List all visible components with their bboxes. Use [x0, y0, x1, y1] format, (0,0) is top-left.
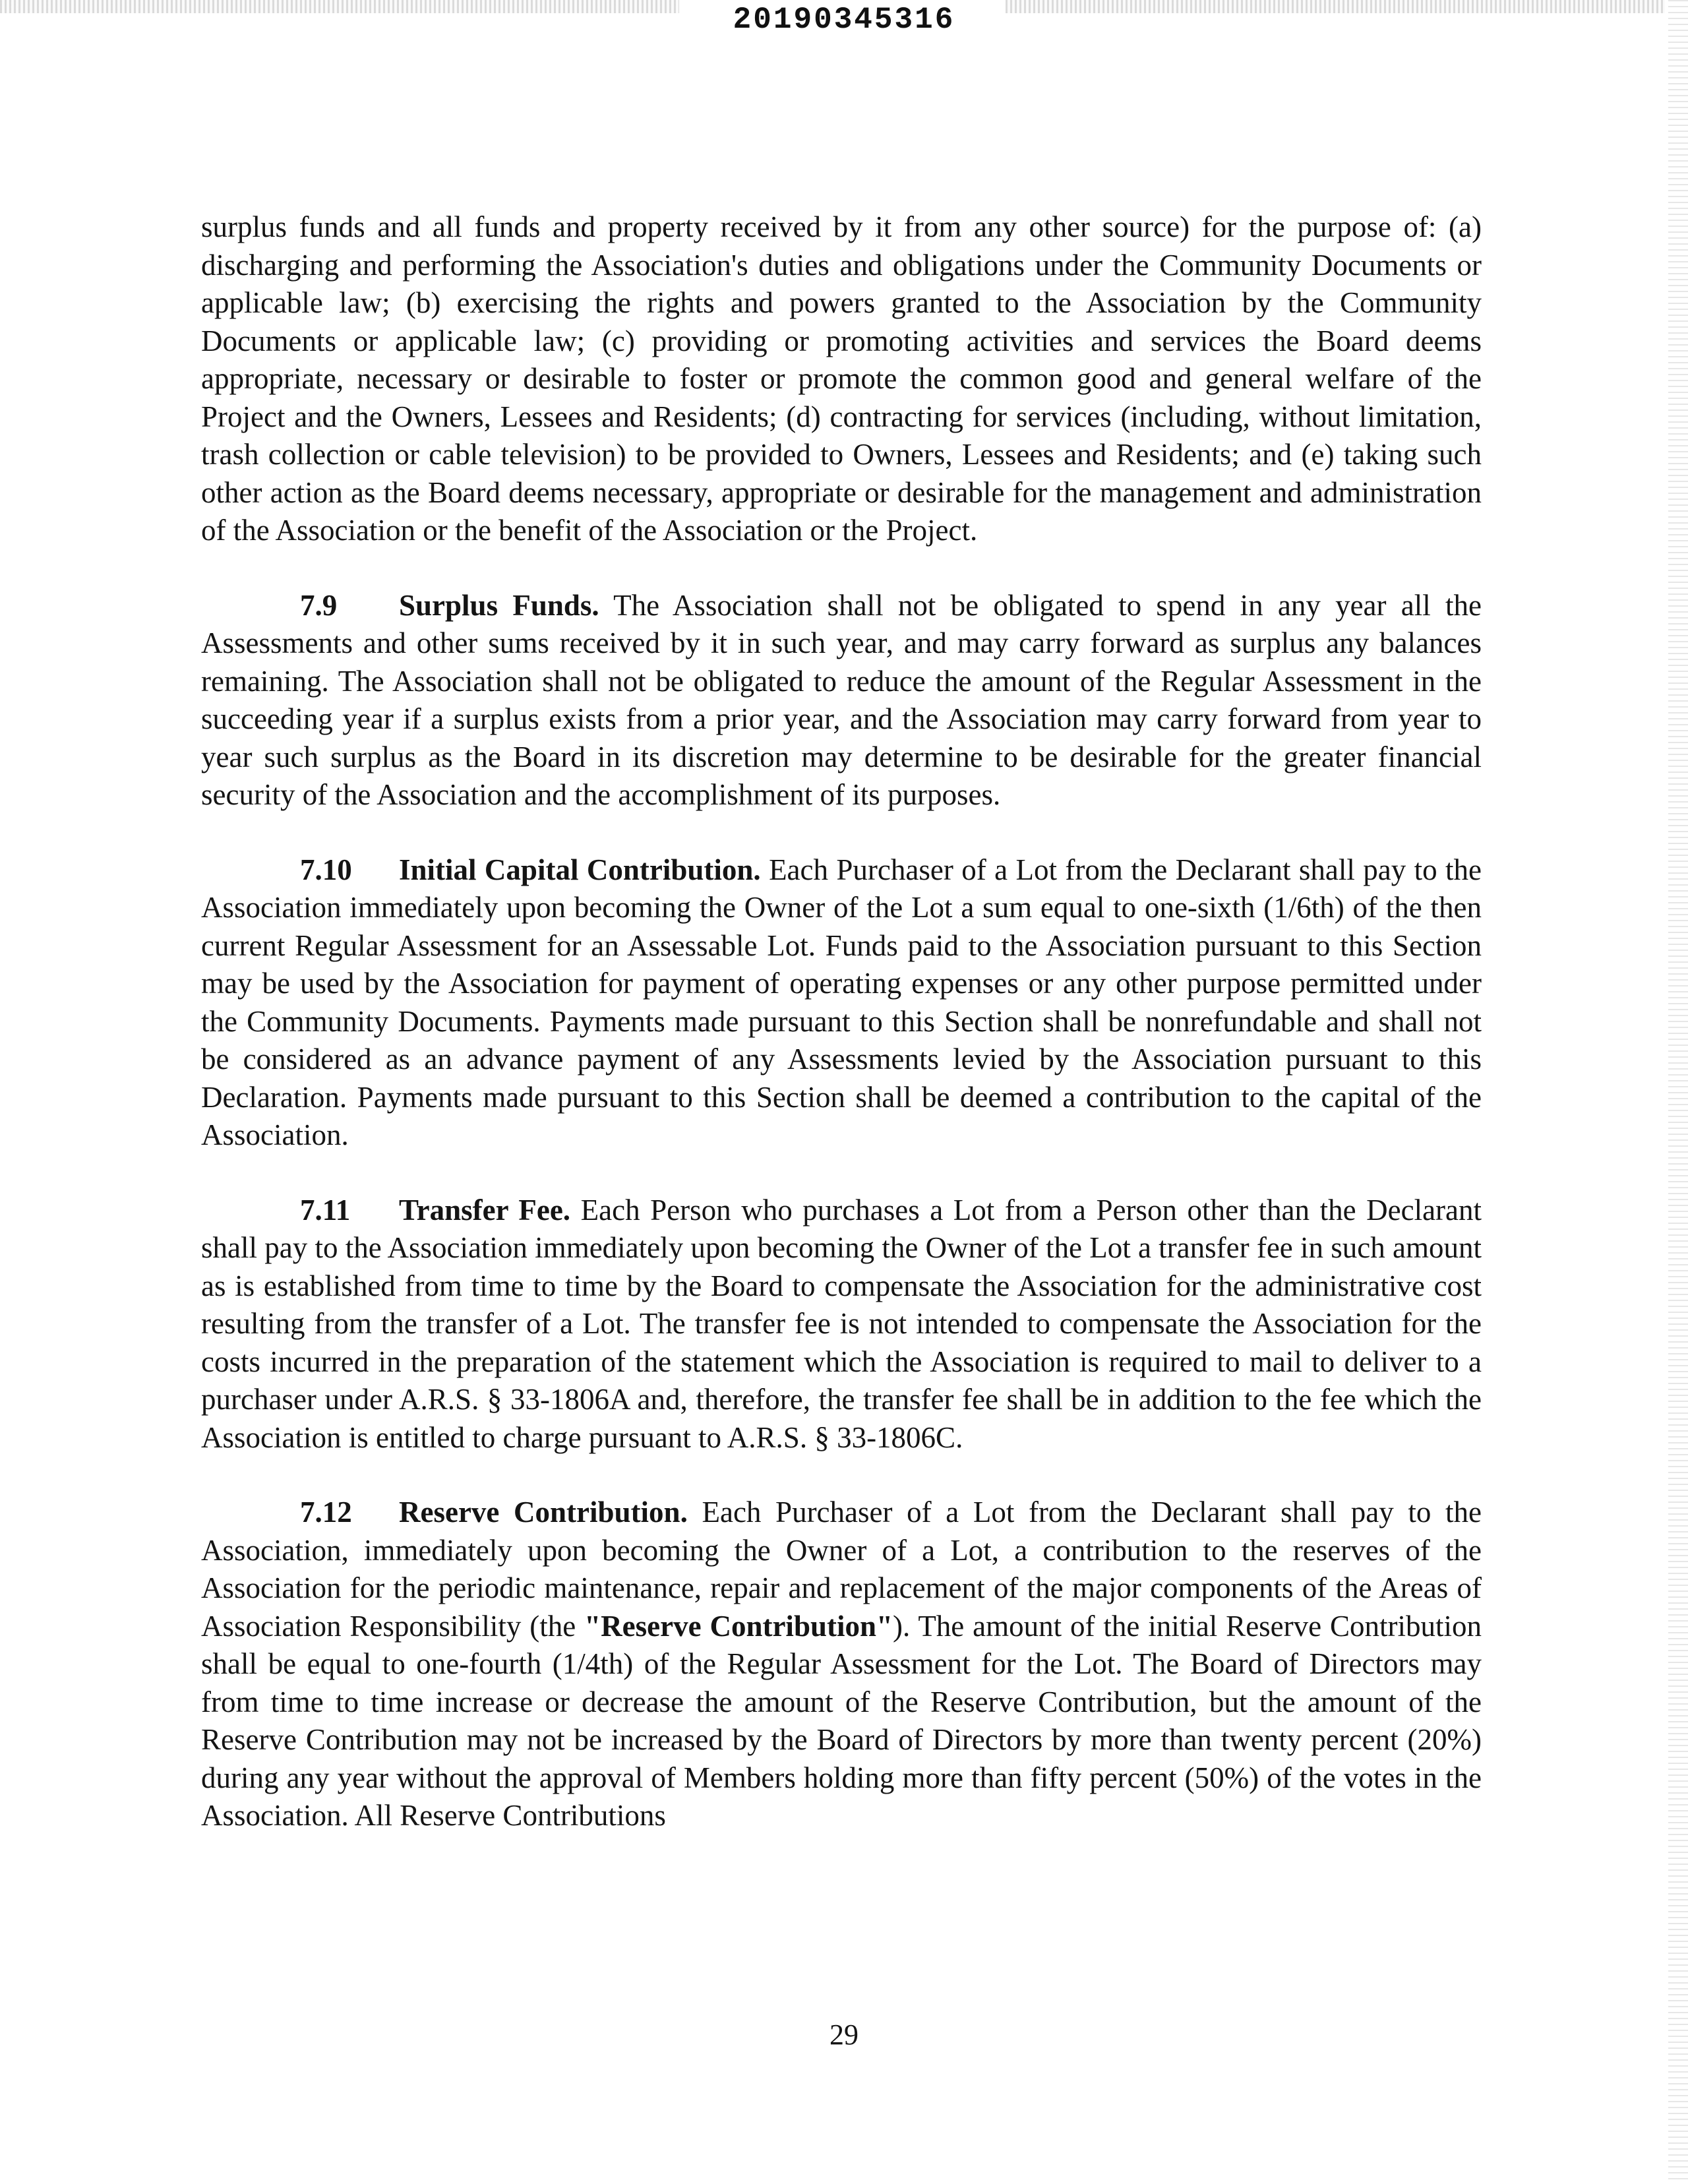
- section-7-9: [201, 587, 1482, 814]
- section-text: Each Person who purchases a Lot from a Person other than the Declarant shall pay to the Association immediately upon becoming the Owner of the Lot a transfer fee in such amount as is established from time to time by the Board to compensate the Association for the administrative cost resulting from the transfer of a Lot. The transfer fee is not intended to compensate the Association for the costs incurred in the preparation of the statement which the Association is required to mail to deliver to a purchaser under A.R.S. § 33-1806A and, therefore, the transfer fee shall be in addition to the fee which the Association is entitled to charge pursuant to A.R.S. § 33-1806C.: [201, 1193, 1482, 1454]
- section-text: The Association shall not be obligated to spend in any year all the Assessments and other sums received by it in such year, and may carry forward as surplus any balances remaining. The Association shall not be obligated to reduce the amount of the Regular Assessment in the succeeding year if a surplus exists from a prior year, and the Association may carry forward from year to year such surplus as the Board in its discretion may determine to be desirable for the greater financial security of the Association and the accomplishment of its purposes.: [201, 588, 1482, 811]
- paragraph-text: surplus funds and all funds and property received by it from any other source) for the purpose of: (a) discharging and performing the Association's duties and obligations under the Community Documents or applicable law; (b) exercising the rights and powers granted to the Association by the Community Documents or applicable law; (c) providing or promoting activities and services the Board deems appropriate, necessary or desirable to foster or promote the common good and general welfare of the Project and the Owners, Lessees and Residents; (d) contracting for services (including, without limitation, trash collection or cable television) to be provided to Owners, Lessees and Residents; and (e) taking such other action as the Board deems necessary, appropriate or desirable for the management and administration of the Association or the benefit of the Association or the Project.: [201, 210, 1482, 547]
- scan-artifact-right-edge: [1668, 0, 1688, 2184]
- paragraph-continuation: [201, 208, 1482, 550]
- section-number: 7.10: [300, 853, 352, 886]
- section-text: Each Purchaser of a Lot from the Declarant shall pay to the Association immediately upon becoming the Owner of the Lot a sum equal to one-sixth (1/6th) of the then current Regular Assessment for an Assessable Lot. Funds paid to the Association pursuant to this Section may be used by the Association for payment of operating expenses or any other purpose permitted under the Community Documents. Payments made pursuant to this Section shall be nonrefundable and shall not be considered as an advance payment of any Assessments levied by the Association pursuant to this Declaration. Payments made pursuant to this Section shall be deemed a contribution to the capital of the Association.: [201, 853, 1482, 1151]
- recording-number: 20190345316: [733, 3, 955, 37]
- section-7-10: [201, 851, 1482, 1155]
- section-title: Initial Capital Contribution.: [399, 853, 761, 886]
- section-title: Surplus Funds.: [399, 588, 599, 622]
- section-title: Transfer Fee.: [399, 1193, 571, 1227]
- document-body: [201, 208, 1482, 1872]
- section-title: Reserve Contribution.: [399, 1496, 688, 1529]
- defined-term: "Reserve Contribution": [584, 1609, 893, 1643]
- section-text-before-term: Each Purchaser of a Lot from the Declarant shall pay to the Association, immediately upon becoming the Owner of a Lot, a contribution to the reserves of the Association for the periodic maintenance, repair and replacement of the major components of the Areas of Association Responsibility (the: [201, 1496, 1482, 1643]
- section-7-12: [201, 1494, 1482, 1835]
- section-number: 7.9: [300, 588, 338, 622]
- section-number: 7.12: [300, 1496, 352, 1529]
- page-number: 29: [829, 2018, 859, 2051]
- section-text-after-term: ). The amount of the initial Reserve Contribution shall be equal to one-fourth (1/4th) of the Regular Assessment for the Lot. The Board of Directors may from time to time increase or decrease the amount of the Reserve Contribution, but the amount of the Reserve Contribution may not be increased by the Board of Directors by more than twenty percent (20%) during any year without the approval of Members holding more than fifty percent (50%) of the votes in the Association. All Reserve Contributions: [201, 1609, 1482, 1832]
- section-number: 7.11: [300, 1193, 351, 1227]
- section-7-11: [201, 1192, 1482, 1457]
